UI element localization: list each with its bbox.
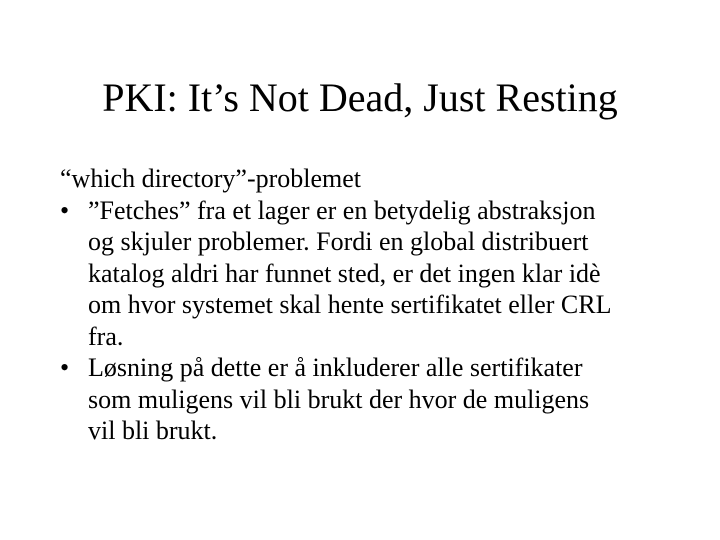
- bullet-line: katalog aldri har funnet sted, er det ingen klar idè: [88, 258, 601, 288]
- slide-body: [60, 163, 700, 447]
- bullet-line: fra.: [88, 321, 124, 351]
- bullet-line: som muligens vil bli brukt der hvor de muligens: [88, 384, 590, 414]
- intro-line: “which directory”-problemet: [60, 164, 362, 193]
- bullet-line: om hvor systemet skal hente sertifikatet eller CRL: [88, 290, 612, 319]
- bullet-item-losning: [60, 352, 700, 447]
- bullet-line: og skjuler problemer. Fordi en global distribuert: [88, 227, 589, 256]
- bullet-icon: •: [60, 353, 70, 382]
- bullet-item-fetches: [60, 195, 700, 353]
- bullet-line: ”Fetches” fra et lager er en betydelig abstraksjon: [88, 195, 596, 225]
- bullet-icon: •: [60, 195, 70, 225]
- slide-title: PKI: It’s Not Dead, Just Resting: [102, 75, 618, 120]
- bullet-line: Løsning på dette er å inkluderer alle sertifikater: [88, 353, 583, 382]
- bullet-line: vil bli brukt.: [88, 416, 218, 445]
- bullet-list: [60, 195, 700, 447]
